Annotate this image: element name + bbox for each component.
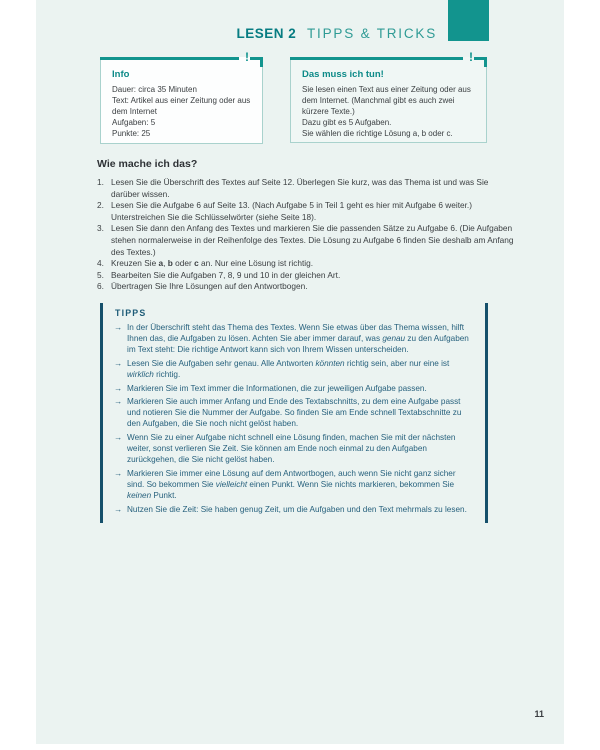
exclamation-icon: !	[469, 50, 473, 64]
step-item	[97, 270, 518, 282]
task-box-line: Dazu gibt es 5 Aufgaben.	[302, 118, 392, 127]
exclamation-icon: !	[245, 50, 249, 64]
tip-text: Nutzen Sie die Zeit: Sie haben genug Zeit, um die Aufgaben und den Text mehrmals zu lesen.	[127, 504, 467, 514]
step-number: 4.	[97, 258, 104, 269]
task-box-lines	[302, 84, 477, 139]
info-box-title: Info	[112, 69, 130, 80]
page-header-title	[0, 26, 437, 41]
arrow-right-icon: →	[114, 468, 123, 478]
step-text: Übertragen Sie Ihre Lösungen auf den Antwortbogen.	[111, 281, 308, 292]
step-item	[97, 177, 518, 200]
step-text: Bearbeiten Sie die Aufgaben 7, 8, 9 und 10 in der gleichen Art.	[111, 269, 341, 280]
task-box-line: Sie lesen einen Text aus einer Zeitung oder aus dem Internet. (Manchmal gibt es auch zwei kürzere Texte.)	[302, 85, 471, 116]
tip-text: Lesen Sie die Aufgaben sehr genau. Alle Antworten könnten richtig sein, aber nur eine ist wirklich richtig.	[127, 358, 450, 379]
step-number: 2.	[97, 200, 104, 211]
tips-box	[100, 303, 488, 523]
step-number: 3.	[97, 223, 104, 234]
header-accent-square	[448, 0, 489, 41]
tip-text: Wenn Sie zu einer Aufgabe nicht schnell eine Lösung finden, machen Sie mit der nächsten weiter, sonst verlieren Sie Zeit. Sie können am Ende noch einmal zu den Aufgaben zurückgehen, die Sie nicht gelöst haben.	[127, 433, 456, 464]
how-section-heading: Wie mache ich das?	[97, 158, 198, 170]
tips-list	[114, 323, 474, 516]
step-item	[97, 281, 518, 293]
header-lesson-label: LESEN 2	[236, 26, 297, 41]
tips-box-title: TIPPS	[115, 308, 147, 318]
tip-text: Markieren Sie immer eine Lösung auf dem Antwortbogen, auch wenn Sie nicht ganz sicher sind. So bekommen Sie vielleicht einen Punkt. Wenn Sie nichts markieren, bekommen Sie keinen Punkt.	[127, 468, 456, 500]
task-box-line: Sie wählen die richtige Lösung a, b oder c.	[302, 129, 453, 138]
step-item	[97, 258, 518, 270]
step-item	[97, 200, 518, 223]
tip-item	[114, 323, 474, 356]
step-number: 5.	[97, 269, 104, 280]
step-text: Lesen Sie dann den Anfang des Textes und markieren Sie die passenden Sätze zu Aufgabe 6. (Die Aufgaben stehen normalerweise in der Reihenfolge des Textes. Die Lösung zu Aufgabe 6 finden Sie deshalb am Anfang des Textes.)	[111, 223, 514, 257]
info-box-top-border	[100, 57, 239, 60]
task-box-title: Das muss ich tun!	[302, 69, 384, 80]
step-item	[97, 223, 518, 258]
info-box-line: Aufgaben: 5	[112, 118, 156, 127]
task-box-top-border	[290, 57, 463, 60]
tip-item	[114, 397, 474, 430]
how-section-steps	[97, 177, 518, 293]
tip-item	[114, 384, 474, 395]
info-box	[100, 50, 263, 144]
tip-text: Markieren Sie auch immer Anfang und Ende des Textabschnitts, zu dem eine Aufgabe passt und notieren Sie die Nummer der Aufgabe. So finden Sie am Ende schnell Textabschnitte zu den Aufgaben, die Sie noch nicht gelöst haben.	[127, 397, 462, 429]
tip-text: Markieren Sie im Text immer die Informationen, die zur jeweiligen Aufgabe passen.	[127, 383, 427, 393]
step-text: Kreuzen Sie a, b oder c an. Nur eine Lösung ist richtig.	[111, 258, 314, 269]
page-number: 11	[534, 709, 544, 719]
info-box-corner	[250, 57, 263, 60]
tip-item	[114, 359, 474, 381]
task-box-corner	[474, 57, 487, 60]
arrow-right-icon: →	[114, 397, 123, 407]
arrow-right-icon: →	[114, 433, 123, 443]
arrow-right-icon: →	[114, 358, 123, 368]
info-box-line: Punkte: 25	[112, 129, 151, 138]
tip-text: In der Überschrift steht das Thema des Textes. Wenn Sie etwas über das Thema wissen, hilft Ihnen das, die Aufgaben zu lösen. Achten Sie aber immer darauf, was genau zu den Aufgaben im Text steht: Die richtige Antwort kann sich von Ihrem Wissen unterscheiden.	[127, 323, 469, 354]
tip-item	[114, 469, 474, 502]
header-section-label: TIPPS & TRICKS	[307, 26, 437, 41]
step-number: 1.	[97, 177, 104, 187]
arrow-right-icon: →	[114, 504, 123, 514]
info-box-line: Dauer: circa 35 Minuten	[112, 85, 197, 94]
info-box-line: Text: Artikel aus einer Zeitung oder aus dem Internet	[112, 96, 251, 116]
tip-item	[114, 505, 474, 516]
step-number: 6.	[97, 281, 104, 292]
arrow-right-icon: →	[114, 323, 123, 332]
task-box	[290, 50, 487, 143]
info-box-lines	[112, 84, 253, 139]
step-text: Lesen Sie die Überschrift des Textes auf Seite 12. Überlegen Sie kurz, was das Thema ist und was Sie darüber wissen.	[111, 177, 489, 199]
step-text: Lesen Sie die Aufgabe 6 auf Seite 13. (Nach Aufgabe 5 in Teil 1 geht es hier mit Aufgabe 6 weiter.) Unterstreichen Sie die Schlüsselwörter (siehe Seite 18).	[111, 200, 473, 222]
tip-item	[114, 433, 474, 466]
arrow-right-icon: →	[114, 383, 123, 393]
